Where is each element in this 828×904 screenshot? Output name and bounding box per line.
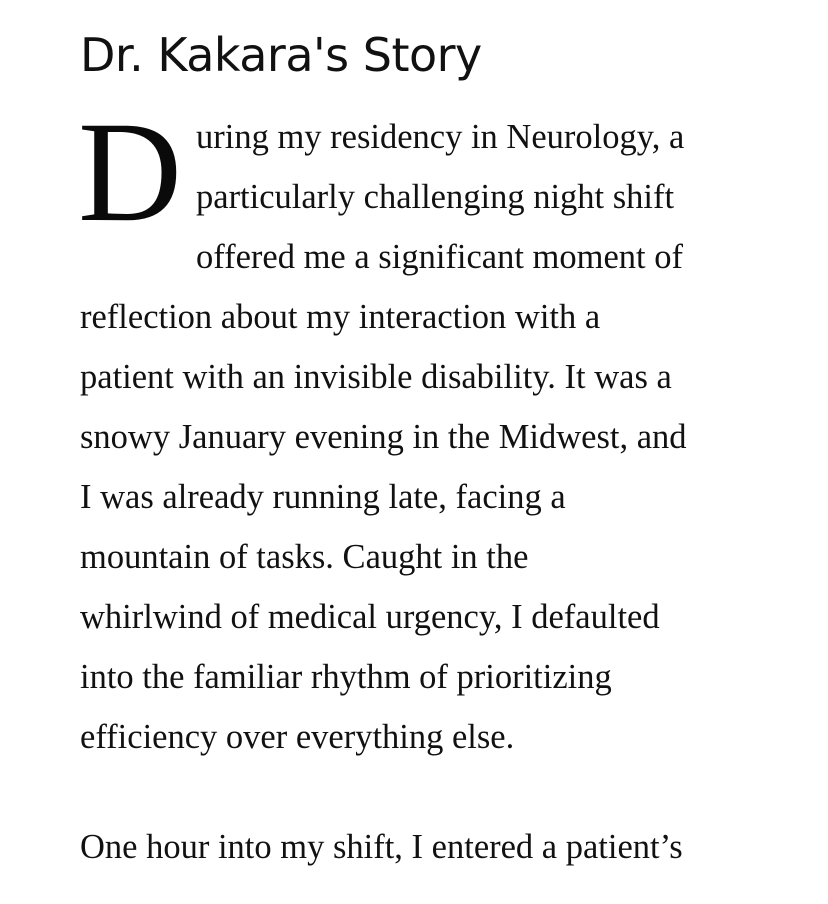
text-line: whirlwind of medical urgency, I defaulted xyxy=(80,598,660,636)
text-line: patient with an invisible disability. It was a xyxy=(80,358,672,396)
text-line: uring my residency in Neurology, a xyxy=(196,118,685,156)
text-line: I was already running late, facing a xyxy=(80,478,566,516)
text-line: into the familiar rhythm of prioritizing xyxy=(80,658,612,696)
text-line: snowy January evening in the Midwest, and xyxy=(80,418,687,456)
drop-cap: D xyxy=(78,93,182,252)
text-line: mountain of tasks. Caught in the xyxy=(80,538,529,576)
text-line: efficiency over everything else. xyxy=(80,718,515,756)
text-line: particularly challenging night shift xyxy=(196,178,675,216)
story-article xyxy=(80,0,750,877)
story-paragraph-2 xyxy=(80,817,750,877)
text-line: One hour into my shift, I entered a patient’s xyxy=(80,828,683,866)
page-title: Dr. Kakara's Story xyxy=(80,28,482,82)
text-line: reflection about my interaction with a xyxy=(80,298,601,336)
story-paragraph-1 xyxy=(78,93,750,767)
text-line: offered me a significant moment of xyxy=(196,238,683,276)
